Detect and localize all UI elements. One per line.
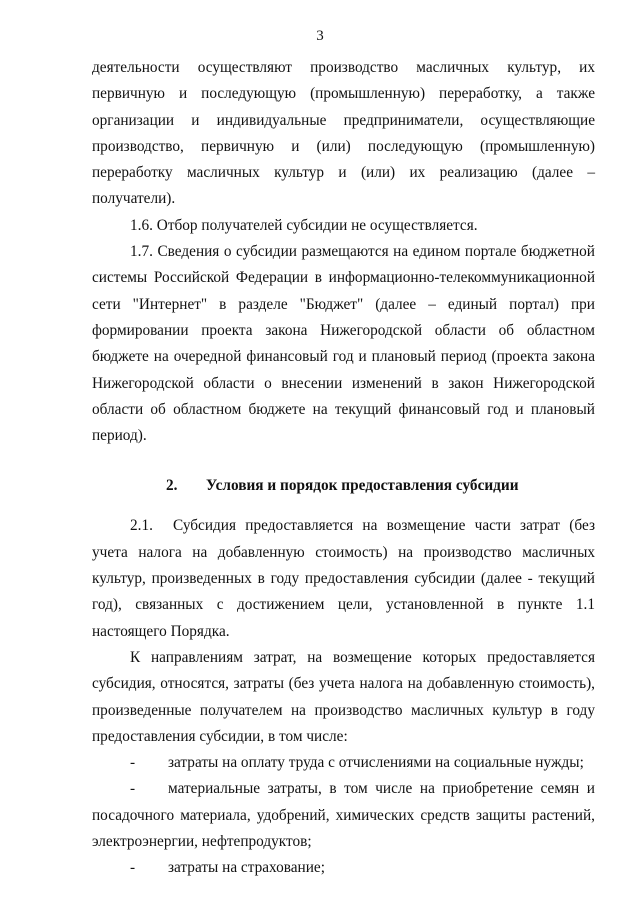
section-number: 2.	[166, 477, 178, 495]
page-number: 3	[316, 28, 324, 44]
paragraph-2-1-text: Субсидия предоставляется на возмещение части затрат (без учета налога на добавленную стоимость) на производство масличных культур, произведенных в году предоставления субсидии (далее - текущий год), связанных с достижением цели, установленной в пункте 1.1 настоящего Порядка.	[92, 517, 595, 640]
list-item	[92, 776, 595, 855]
list-dash: -	[130, 780, 136, 798]
section-heading	[92, 473, 595, 499]
list-item	[92, 855, 595, 881]
paragraph-2-1-number: 2.1.	[130, 517, 153, 535]
list-dash: -	[130, 754, 136, 772]
paragraph-1-7: 1.7. Сведения о субсидии размещаются на едином портале бюджетной системы Российской Федерации в информационно-телекоммуникационной сети "Интернет" в разделе "Бюджет" (далее – единый портал) при формировании проекта закона Нижегородской области об областном бюджете на очередной финансовый год и плановый период (проекта закона Нижегородской области о внесении изменений в закон Нижегородской области об областном бюджете на текущий финансовый год и плановый период).	[92, 243, 595, 445]
document-body	[92, 55, 595, 882]
section-title: Условия и порядок предоставления субсидии	[206, 477, 519, 495]
list-item-text: затраты на страхование;	[168, 859, 325, 877]
list-dash: -	[130, 859, 136, 877]
list-item-text: затраты на оплату труда с отчислениями на социальные нужды;	[168, 754, 584, 772]
paragraph-intro: деятельности осуществляют производство масличных культур, их первичную и последующую (промышленную) переработку, а также организации и индивидуальные предприниматели, осуществляющие производство, первичную и (или) последующую (промышленную) переработку масличных культур и (или) их реализацию (далее – получатели).	[92, 59, 595, 208]
paragraph-2-1	[92, 513, 595, 644]
paragraph-cost-directions: К направлениям затрат, на возмещение которых предоставляется субсидия, относятся, затраты (без учета налога на добавленную стоимость), произведенные получателем на производство масличных культур в году предоставления субсидии, в том числе:	[92, 648, 595, 745]
list-item-text: материальные затраты, в том числе на приобретение семян и посадочного материала, удобрений, химических средств защиты растений, электроэнергии, нефтепродуктов;	[92, 780, 595, 851]
list-item	[92, 750, 595, 776]
paragraph-1-6: 1.6. Отбор получателей субсидии не осуществляется.	[130, 216, 478, 234]
